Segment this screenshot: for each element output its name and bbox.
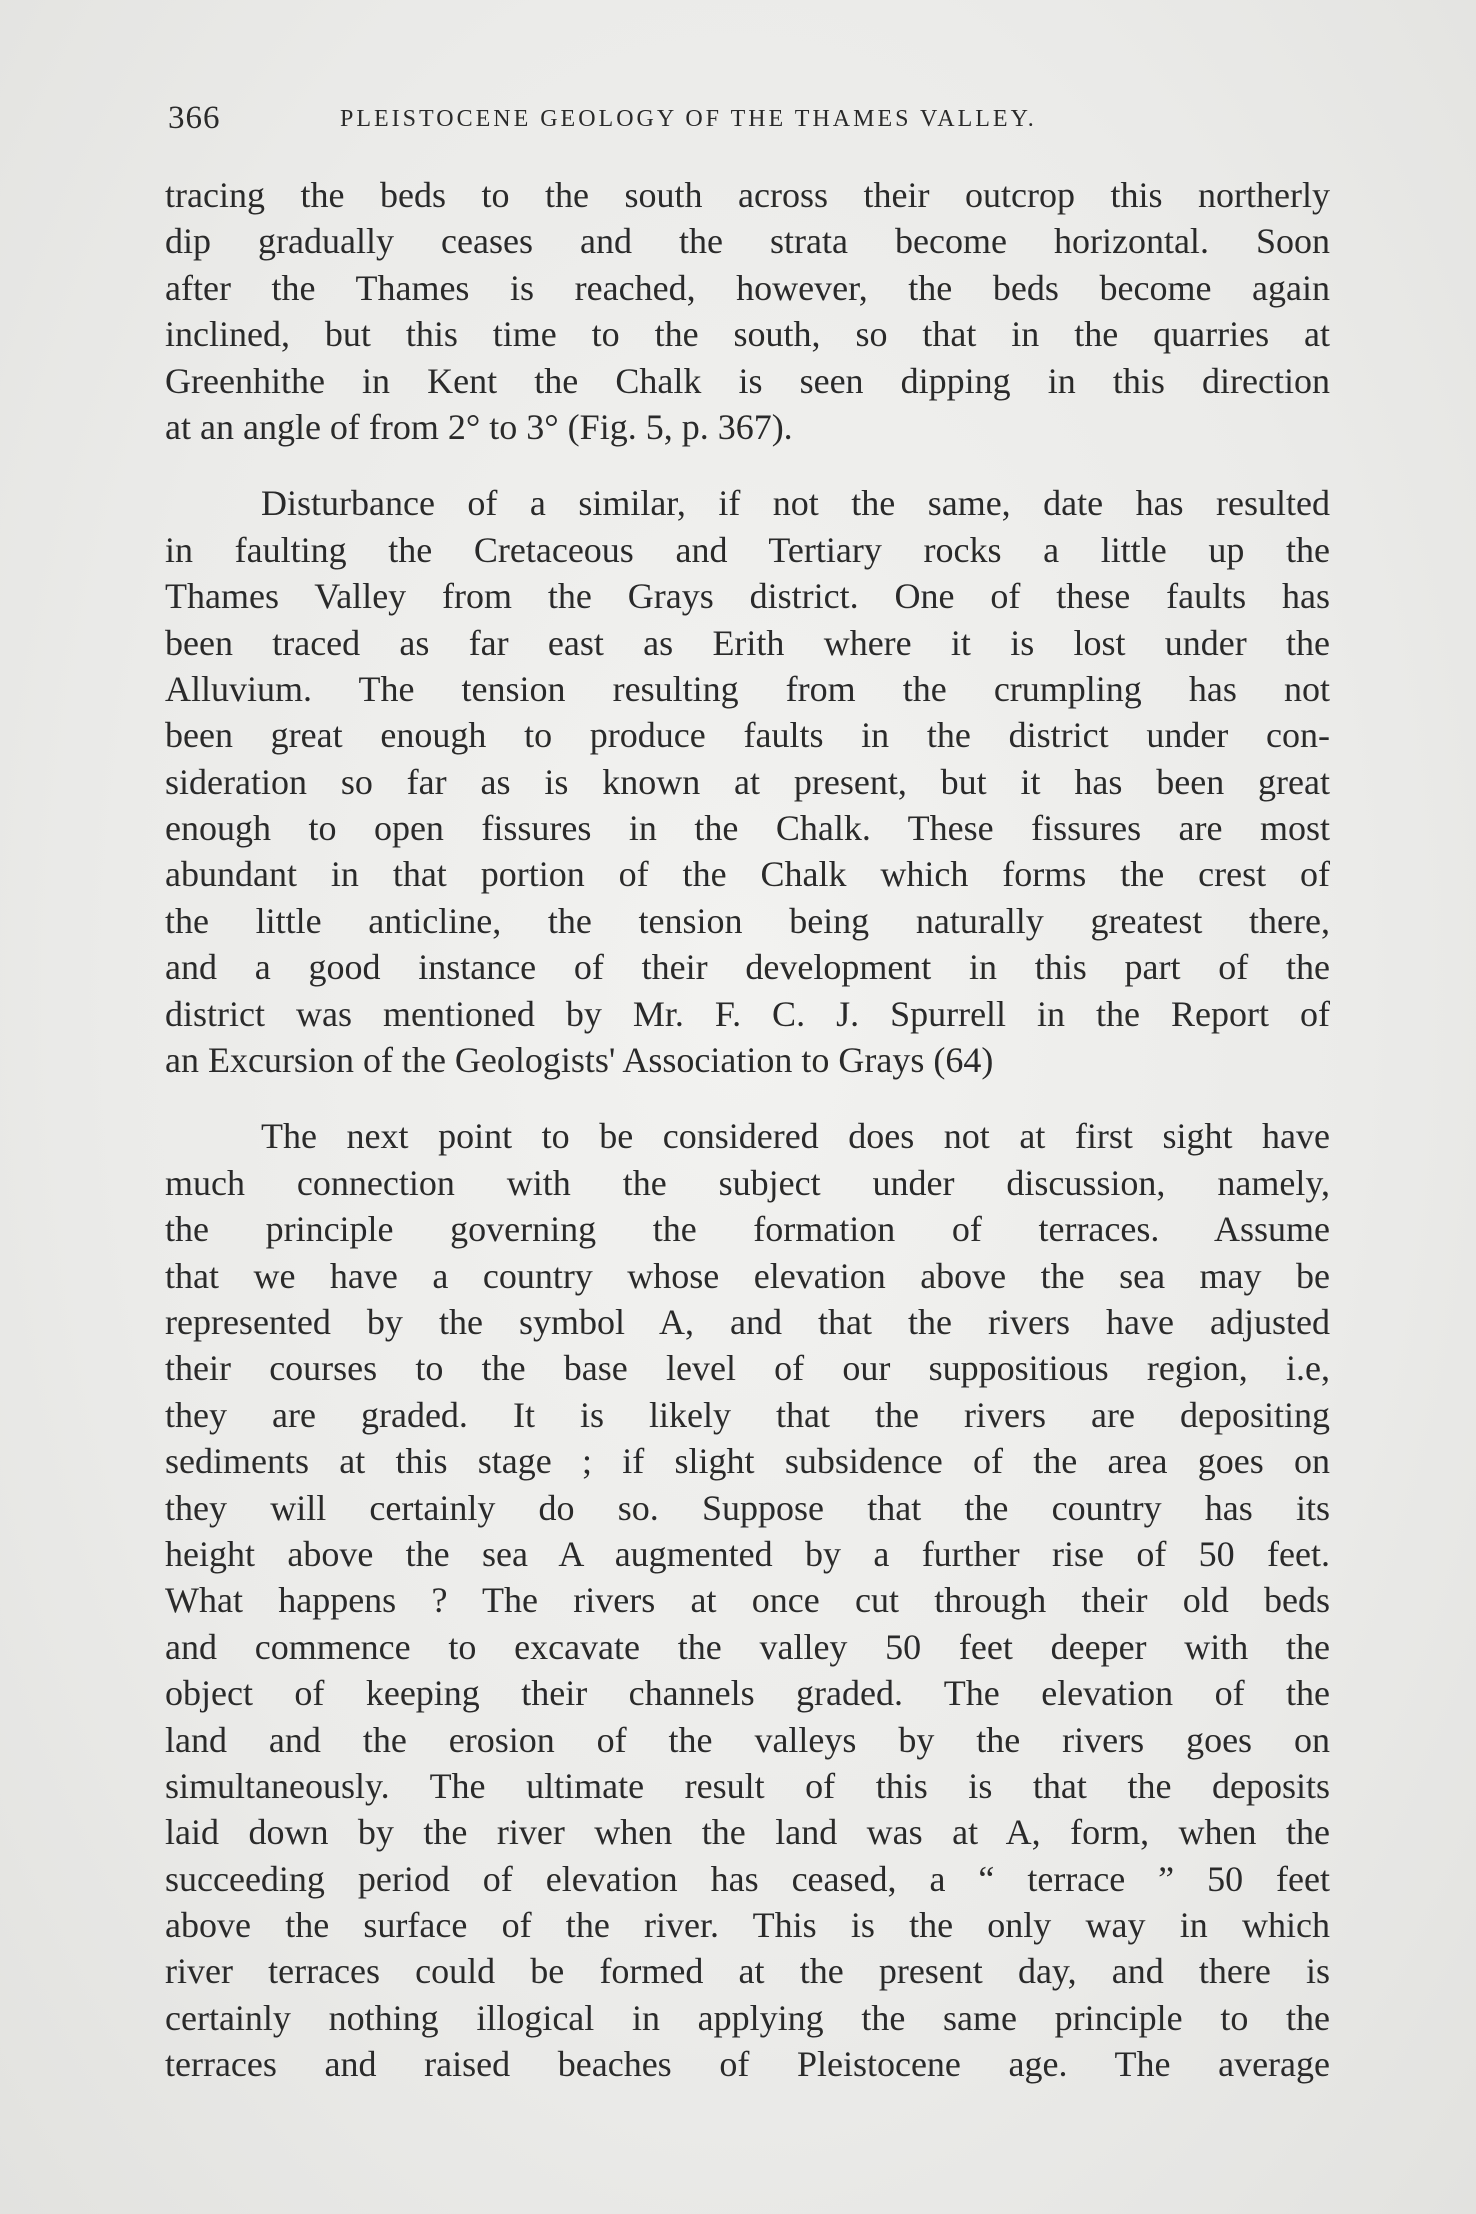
text-line: land and the erosion of the valleys by the rivers goes on [165, 1719, 1330, 1760]
text-line: simultaneously. The ultimate result of this is that the deposits [165, 1765, 1330, 1806]
text-line: they will certainly do so. Suppose that the country has its [165, 1487, 1330, 1528]
text-line: district was mentioned by Mr. F. C. J. Spurrell in the Report of [165, 993, 1330, 1034]
text-line: tracing the beds to the south across their outcrop this northerly [165, 175, 1330, 215]
text-line: height above the sea A augmented by a further rise of 50 feet. [165, 1533, 1330, 1574]
paragraph [165, 1113, 1330, 2087]
text-line: sediments at this stage ; if slight subsidence of the area goes on [165, 1441, 1330, 1482]
text-line: What happens ? The rivers at once cut through their old beds [165, 1580, 1330, 1621]
text-line: Disturbance of a similar, if not the same, date has resulted [261, 483, 1330, 524]
text-line: sideration so far as is known at present, but it has been great [165, 761, 1330, 802]
text-line: Thames Valley from the Grays district. One of these faults has [165, 576, 1330, 617]
text-line: been traced as far east as Erith where it is lost under the [165, 622, 1330, 663]
text-line: and commence to excavate the valley 50 feet deeper with the [165, 1626, 1330, 1667]
text-line: their courses to the base level of our suppositious region, i.e, [165, 1348, 1330, 1389]
text-line: laid down by the river when the land was at A, form, when the [165, 1812, 1330, 1853]
text-line: object of keeping their channels graded. The elevation of the [165, 1673, 1330, 1714]
text-line: that we have a country whose elevation above the sea may be [165, 1255, 1330, 1296]
text-line: river terraces could be formed at the present day, and there is [165, 1951, 1330, 1992]
text-line: much connection with the subject under discussion, namely, [165, 1162, 1330, 1203]
running-head: PLEISTOCENE GEOLOGY OF THE THAMES VALLEY. [340, 106, 1037, 132]
paragraph [165, 480, 1330, 1083]
text-line: dip gradually ceases and the strata become horizontal. Soon [165, 221, 1330, 262]
paragraph [165, 172, 1330, 450]
text-line: Greenhithe in Kent the Chalk is seen dipping in this direction [165, 360, 1330, 401]
text-line: abundant in that portion of the Chalk which forms the crest of [165, 854, 1330, 895]
text-line: above the surface of the river. This is the only way in which [165, 1905, 1330, 1946]
paragraph-gap [165, 450, 1330, 480]
text-line: at an angle of from 2° to 3° (Fig. 5, p. 367). [165, 406, 793, 447]
text-line: the principle governing the formation of terraces. Assume [165, 1209, 1330, 1250]
page-header [168, 100, 1208, 140]
text-line: after the Thames is reached, however, the beds become again [165, 267, 1330, 308]
text-line: inclined, but this time to the south, so that in the quarries at [165, 314, 1330, 355]
text-line: certainly nothing illogical in applying the same principle to the [165, 1997, 1330, 2038]
text-line: the little anticline, the tension being naturally greatest there, [165, 900, 1330, 941]
text-line: The next point to be considered does not at first sight have [261, 1116, 1330, 1157]
text-line: represented by the symbol A, and that the rivers have adjusted [165, 1301, 1330, 1342]
text-line: in faulting the Cretaceous and Tertiary rocks a little up the [165, 529, 1330, 570]
page-number: 366 [168, 100, 221, 136]
text-line: and a good instance of their development in this part of the [165, 947, 1330, 988]
text-line: an Excursion of the Geologists' Association to Grays (64) [165, 1040, 994, 1081]
paragraph-gap [165, 1083, 1330, 1113]
text-line: enough to open fissures in the Chalk. These fissures are most [165, 808, 1330, 849]
text-line: terraces and raised beaches of Pleistocene age. The average [165, 2044, 1330, 2085]
text-line: Alluvium. The tension resulting from the crumpling has not [165, 668, 1330, 709]
text-line: succeeding period of elevation has ceased, a “ terrace ” 50 feet [165, 1858, 1330, 1899]
text-line: they are graded. It is likely that the rivers are depositing [165, 1394, 1330, 1435]
body-text [165, 172, 1330, 2088]
text-line: been great enough to produce faults in the district under con- [165, 715, 1330, 756]
